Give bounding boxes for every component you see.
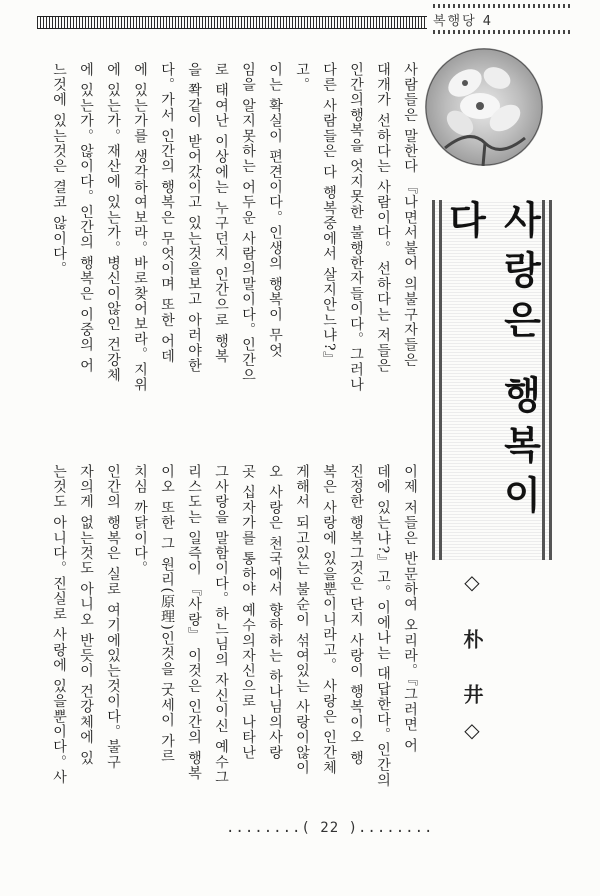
body-line: 복은 사랑에 있을뿐이니라고。 사랑은 인간체 <box>321 464 337 776</box>
body-line: 곳 십자가를 통하야 예수의자신으로 나타난 <box>240 464 256 761</box>
body-line: 이는 확실이 편견이다。인생의 행복이 무엇 <box>267 62 283 359</box>
body-line: 느것에 있는것은 결코 않이다。 <box>51 62 67 277</box>
body-line: 리스도는 일즉이 『사랑』 이것은 인간의 행복 <box>186 464 202 782</box>
header-rule <box>37 16 427 29</box>
body-line: 그사랑을 말함이다。하느님의 자신이신 예수그 <box>213 464 229 785</box>
body-line: 이오 또한 그 원리(原理)인것을 굿세이 가르 <box>159 464 175 764</box>
body-line: 사람들은 말한다 『나면서불어 의불구자들은 <box>402 62 418 368</box>
header-ornament-top <box>433 4 573 8</box>
body-line: 다。가서 인간의 행복은 무엇이며 또한 어데 <box>159 62 175 364</box>
body-line: 다른 사람들은 다 행복중에서 살지안느냐?』 <box>321 62 337 367</box>
body-line: 고。 <box>294 62 310 93</box>
body-line: 임을 알지못하는 어두운 사람의말이다。인간으 <box>240 62 256 383</box>
body-line: 데에 있는냐?』고。이에나는 대답한다。인간의 <box>375 464 391 789</box>
title-panel <box>432 200 552 560</box>
body-line: 이제 저들은 반문하여 오리라。『그러면 어 <box>402 464 418 754</box>
body-line: 에 있는가를 생각하여보라。바로찾어보라。지위 <box>132 62 148 393</box>
body-line: 인간의행복을 엇지못한 불행한자들이다。그러나 <box>348 62 364 393</box>
body-line: 자의게 없는것도 아니오 반듯이 건강체에 있 <box>78 464 94 766</box>
article-body <box>18 62 418 866</box>
page-number: ........( 22 )........ <box>226 820 434 836</box>
body-line: 을 쫙같이 받어갔이고 있는것을보고 아러야한 <box>186 62 202 374</box>
article-title: 사랑은 행복이다 <box>442 200 541 526</box>
body-line: 대개가 선하다는 사람이다。 선하다는 저들은 <box>375 62 391 374</box>
body-line: 오 사랑은 천국에서 향하하는 하나님의사랑 <box>267 464 283 761</box>
body-line: 에 있는가。재산에 있는가。병신이않인 건강체 <box>105 62 121 383</box>
body-line: 는것도 아니다。진실로 사랑에 있을뿐이다。사 <box>51 464 67 785</box>
author-name: ◇ 朴 井◇ <box>460 570 484 756</box>
body-line: 진정한 행복그것은 단지 사랑이 행복이오 행 <box>348 464 364 766</box>
body-line: 에 있는가。않이다。인간의 행복은 이중의 어 <box>78 62 94 374</box>
body-line: 게해서 되고있는 불순이 섞여있는 사랑이않이 <box>294 464 310 776</box>
body-line: 로 태여난 이상에는 누구던지 인간으로 행복 <box>213 62 229 364</box>
flower-emblem-icon <box>425 48 543 166</box>
body-line: 치심 까닭이다。 <box>132 464 148 577</box>
running-header: 복행당 4 <box>433 14 494 29</box>
body-line: 인간의 행복은 실로 여기에있는것이다。불구 <box>105 464 121 770</box>
header-ornament-bottom <box>433 30 573 34</box>
